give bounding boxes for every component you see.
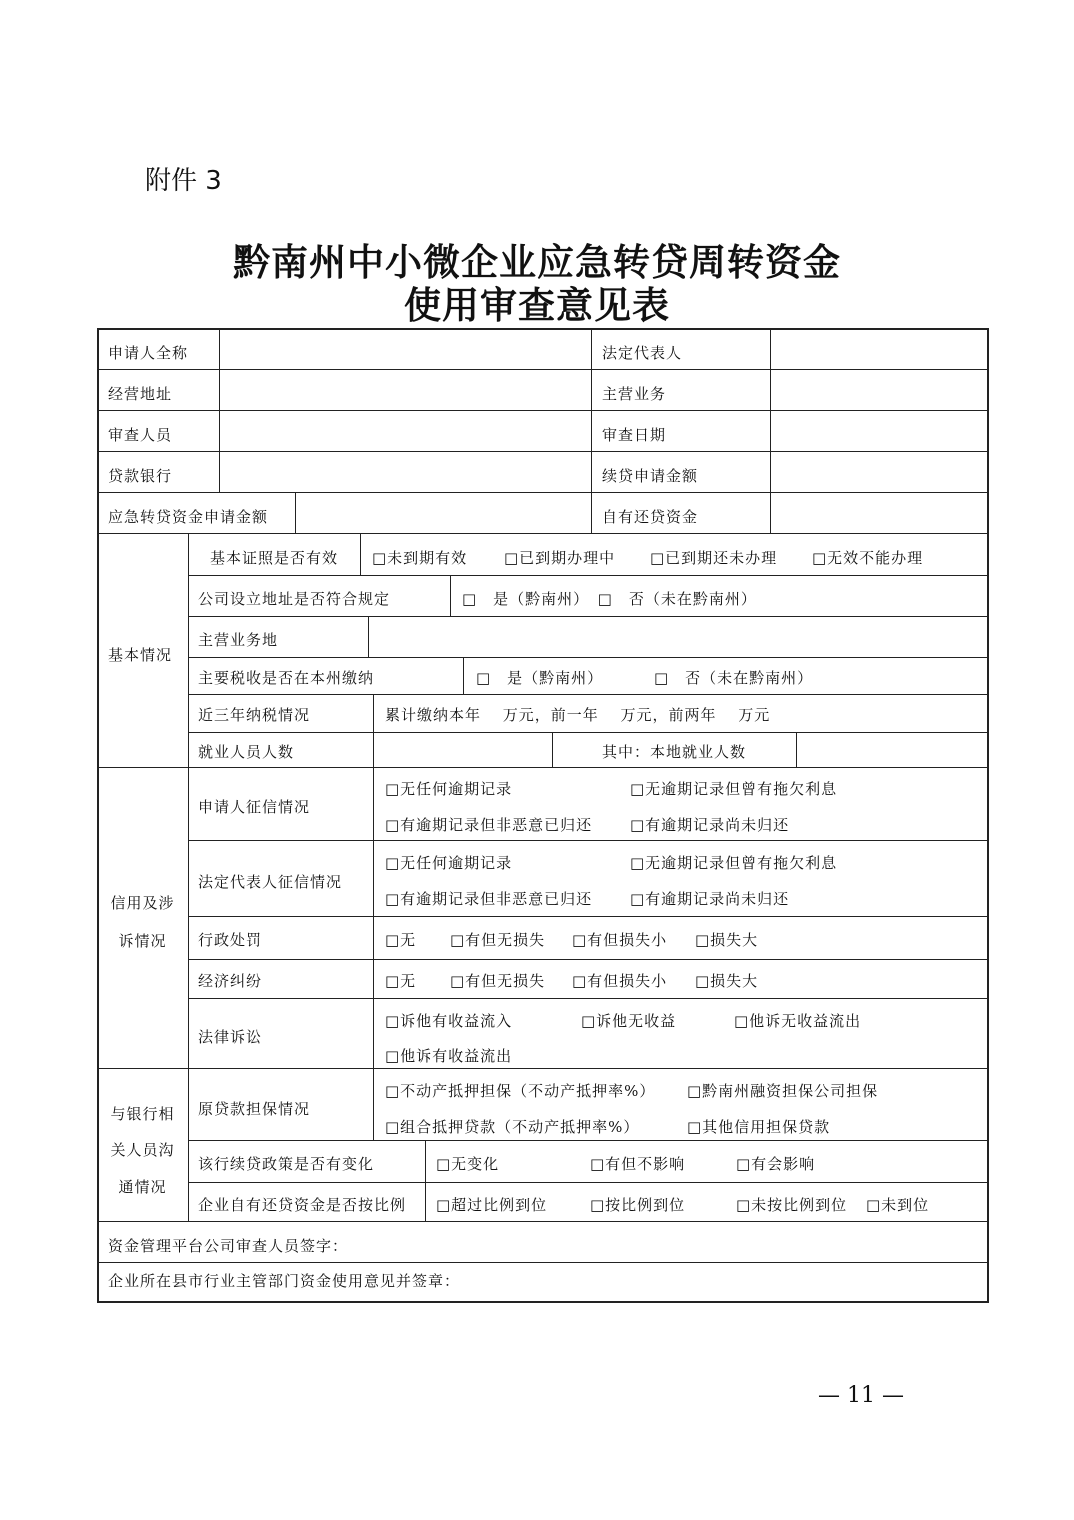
option-loss: □无 [385,972,417,990]
col-divider [450,575,451,616]
attachment-label: 附件 3 [145,166,222,196]
row-divider [188,657,989,658]
row-divider [188,916,989,917]
option-guarantee: □其他信用担保贷款 [687,1118,831,1136]
label-local-employees: 其中：本地就业人数 [602,743,747,761]
label-own-funds: 自有还贷资金 [602,508,699,526]
option-lawsuit: □他诉有收益流出 [385,1047,513,1065]
option-credit: □有逾期记录尚未归还 [630,890,790,908]
label-applicant-name: 申请人全称 [108,344,189,362]
option-policy: □有会影响 [736,1155,816,1173]
row-divider [97,492,989,493]
label-economic-dispute: 经济纠纷 [198,972,263,990]
option-loss: □有但损失小 [572,972,668,990]
form-title: 黔南州中小微企业应急转贷周转资金 [233,240,841,284]
option-license: □已到期还未办理 [650,549,778,567]
row-divider [97,451,989,452]
option-credit: □无逾期记录但曾有拖欠利息 [630,780,838,798]
row-divider [188,575,989,576]
label-tax-local: 主要税收是否在本州缴纳 [198,669,375,687]
value-tax-3years: 累计缴纳本年 万元，前一年 万元，前两年 万元 [385,706,771,724]
row-divider [97,767,989,768]
section-basic-info: 基本情况 [108,646,173,664]
option-loss: □损失大 [695,931,759,949]
option-company-address: □ 是（黔南州） □ 否（未在黔南州） [462,590,757,608]
option-loss: □有但无损失 [450,931,546,949]
row-divider [188,840,989,841]
option-credit: □无逾期记录但曾有拖欠利息 [630,854,838,872]
option-license: □未到期有效 [372,549,468,567]
col-divider [591,328,592,533]
col-divider [295,492,296,533]
col-divider [373,767,374,1068]
option-lawsuit: □他诉无收益流出 [734,1012,862,1030]
label-main-business: 主营业务 [602,385,667,403]
col-divider [796,732,797,767]
col-divider [219,328,220,492]
col-divider [463,657,464,694]
row-divider [188,1182,989,1183]
row-divider [97,410,989,411]
label-company-address: 公司设立地址是否符合规定 [198,590,391,608]
option-lawsuit: □诉他有收益流入 [385,1012,513,1030]
option-loss: □无 [385,931,417,949]
form-subtitle: 使用审查意见表 [404,283,670,327]
option-credit: □无任何逾期记录 [385,854,513,872]
option-loss: □损失大 [695,972,759,990]
row-divider [97,1262,989,1263]
row-divider [188,998,989,999]
option-lawsuit: □诉他无收益 [581,1012,677,1030]
option-ratio: □按比例到位 [590,1196,686,1214]
col-divider [425,1140,426,1221]
section-credit-line1: 信用及涉 [110,894,175,912]
section-bank-line1: 与银行相 [110,1105,175,1123]
option-loss: □有但损失小 [572,931,668,949]
label-renewal-policy: 该行续贷政策是否有变化 [198,1155,375,1173]
label-reviewer: 审查人员 [108,426,173,444]
row-divider [97,369,989,370]
label-bank: 贷款银行 [108,467,173,485]
option-guarantee: □黔南州融资担保公司担保 [687,1082,879,1100]
signature-county-department: 企业所在县市行业主管部门资金使用意见并签章： [108,1272,461,1290]
option-loss: □有但无损失 [450,972,546,990]
option-license: □无效不能办理 [812,549,924,567]
signature-platform-reviewer: 资金管理平台公司审查人员签字： [108,1237,349,1255]
col-divider [770,328,771,533]
section-bank-line3: 通情况 [118,1178,167,1196]
page-number: — 11 — [818,1383,904,1408]
label-renewal-amount: 续贷申请金额 [602,467,699,485]
row-divider [97,533,989,534]
option-ratio: □未按比例到位 [736,1196,848,1214]
option-credit: □有逾期记录但非恶意已归还 [385,816,593,834]
label-own-funds-ratio: 企业自有还贷资金是否按比例 [198,1196,407,1214]
option-tax-no: □ 否（未在黔南州） [654,669,814,687]
option-guarantee: □不动产抵押担保（不动产抵押率%） [385,1082,656,1100]
label-address: 经营地址 [108,385,173,403]
col-divider [552,732,553,767]
option-credit: □有逾期记录但非恶意已归还 [385,890,593,908]
label-applicant-credit: 申请人征信情况 [198,798,311,816]
row-divider [97,1221,989,1222]
label-admin-penalty: 行政处罚 [198,931,263,949]
option-credit: □无任何逾期记录 [385,780,513,798]
label-legal-credit: 法定代表人征信情况 [198,873,343,891]
label-lawsuit: 法律诉讼 [198,1028,263,1046]
section-bank-line2: 关人员沟 [110,1141,175,1159]
option-policy: □无变化 [436,1155,500,1173]
col-divider [188,533,189,1221]
row-divider [188,1140,989,1141]
row-divider [188,616,989,617]
option-policy: □有但不影响 [590,1155,686,1173]
label-review-date: 审查日期 [602,426,667,444]
option-ratio: □未到位 [866,1196,930,1214]
label-legal-rep: 法定代表人 [602,344,683,362]
label-license: 基本证照是否有效 [210,549,339,567]
option-tax-yes: □ 是（黔南州） [476,669,604,687]
row-divider [188,694,989,695]
col-divider [368,616,369,657]
label-emergency-amount: 应急转贷资金申请金额 [108,508,269,526]
option-credit: □有逾期记录尚未归还 [630,816,790,834]
option-guarantee: □组合抵押贷款（不动产抵押率%） [385,1118,640,1136]
row-divider [188,732,989,733]
label-tax-3years: 近三年纳税情况 [198,706,311,724]
label-original-guarantee: 原贷款担保情况 [198,1100,311,1118]
row-divider [188,959,989,960]
label-business-place: 主营业务地 [198,631,279,649]
section-credit-line2: 诉情况 [118,932,167,950]
option-license: □已到期办理中 [504,549,616,567]
row-divider [97,1068,989,1069]
col-divider [360,533,361,575]
label-employees: 就业人员人数 [198,743,295,761]
col-divider [373,1068,374,1140]
col-divider [373,694,374,767]
option-ratio: □超过比例到位 [436,1196,548,1214]
